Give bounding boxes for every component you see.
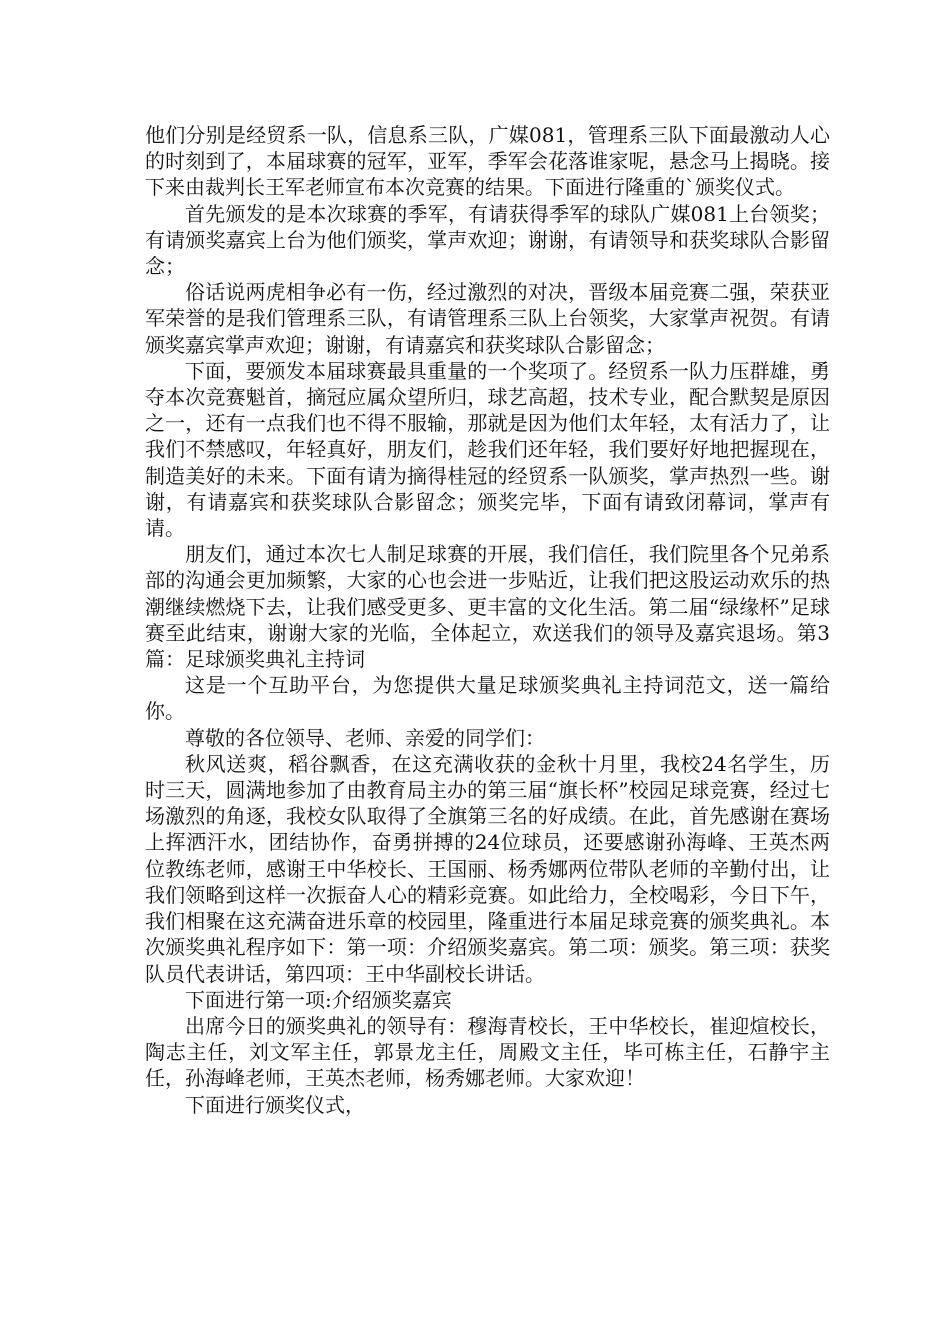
paragraph-4: 下面，要颁发本届球赛最具重量的一个奖项了。经贸系一队力压群雄，勇夺本次竞赛魁首，摘冠应属众望所归，球艺高超，技术专业，配合默契是原因之一，还有一点我们也不得不服输，那就是因为他们太年轻，太有活力了，让我们不禁感叹，年轻真好，朋友们，趁我们还年轻，我们要好好地把握现在，制造美好的未来。下面有请为摘得桂冠的经贸系一队颁奖，掌声热烈一些。谢谢，有请嘉宾和获奖球队合影留念；颁奖完毕，下面有请致闭幕词，掌声有请。 <box>145 358 830 541</box>
paragraph-8: 秋风送爽，稻谷飘香，在这充满收获的金秋十月里，我校24名学生，历时三天，圆满地参加了由教育局主办的第三届“旗长杯”校园足球竞赛，经过七场激烈的角逐，我校女队取得了全旗第三名的好成绩。在此，首先感谢在赛场上挥洒汗水，团结协作，奋勇拼搏的24位球员，还要感谢孙海峰、王英杰两位教练老师，感谢王中华校长、王国丽、杨秀娜两位带队老师的辛勤付出，让我们领略到这样一次振奋人心的精彩竞赛。如此给力，全校喝彩，今日下午，我们相聚在这充满奋进乐章的校园里，隆重进行本届足球竞赛的颁奖典礼。本次颁奖典礼程序如下：第一项：介绍颁奖嘉宾。第二项：颁奖。第三项：获奖队员代表讲话，第四项：王中华副校长讲话。 <box>145 751 830 986</box>
paragraph-2: 首先颁发的是本次球赛的季军，有请获得季军的球队广媒081上台领奖；有请颁奖嘉宾上台为他们颁奖，掌声欢迎；谢谢，有请领导和获奖球队合影留念； <box>145 201 830 279</box>
paragraph-1: 他们分别是经贸系一队，信息系三队，广媒081，管理系三队下面最激动人心的时刻到了，本届球赛的冠军，亚军，季军会花落谁家呢，悬念马上揭晓。接下来由裁判长王军老师宣布本次竞赛的结果。下面进行隆重的`颁奖仪式。 <box>145 123 830 200</box>
paragraph-6: 这是一个互助平台，为您提供大量足球颁奖典礼主持词范文，送一篇给你。 <box>145 673 830 724</box>
paragraph-3: 俗话说两虎相争必有一伤，经过激烈的对决，晋级本届竞赛二强，荣获亚军荣誉的是我们管理系三队，有请管理系三队上台领奖，大家掌声祝贺。有请颁奖嘉宾掌声欢迎；谢谢，有请嘉宾和获奖球队合影留念； <box>145 280 830 357</box>
paragraph-11: 下面进行颁奖仪式， <box>185 1092 365 1117</box>
paragraph-10: 出席今日的颁奖典礼的领导有：穆海青校长，王中华校长，崔迎煊校长，陶志主任，刘文军主任，郭景龙主任，周殿文主任，毕可栋主任，石静宇主任，孙海峰老师，王英杰老师，杨秀娜老师。大家欢迎！ <box>145 1013 830 1091</box>
document-body <box>145 122 830 1118</box>
paragraph-9: 下面进行第一项:介绍颁奖嘉宾 <box>185 987 452 1012</box>
paragraph-5: 朋友们，通过本次七人制足球赛的开展，我们信任，我们院里各个兄弟系部的沟通会更加频繁，大家的心也会进一步贴近，让我们把这股运动欢乐的热潮继续燃烧下去，让我们感受更多、更丰富的文化生活。第二届“绿缘杯”足球赛至此结束，谢谢大家的光临，全体起立，欢送我们的领导及嘉宾退场。第3篇：足球颁奖典礼主持词 <box>145 542 830 672</box>
paragraph-7: 尊敬的各位领导、老师、亲爱的同学们： <box>185 725 545 750</box>
